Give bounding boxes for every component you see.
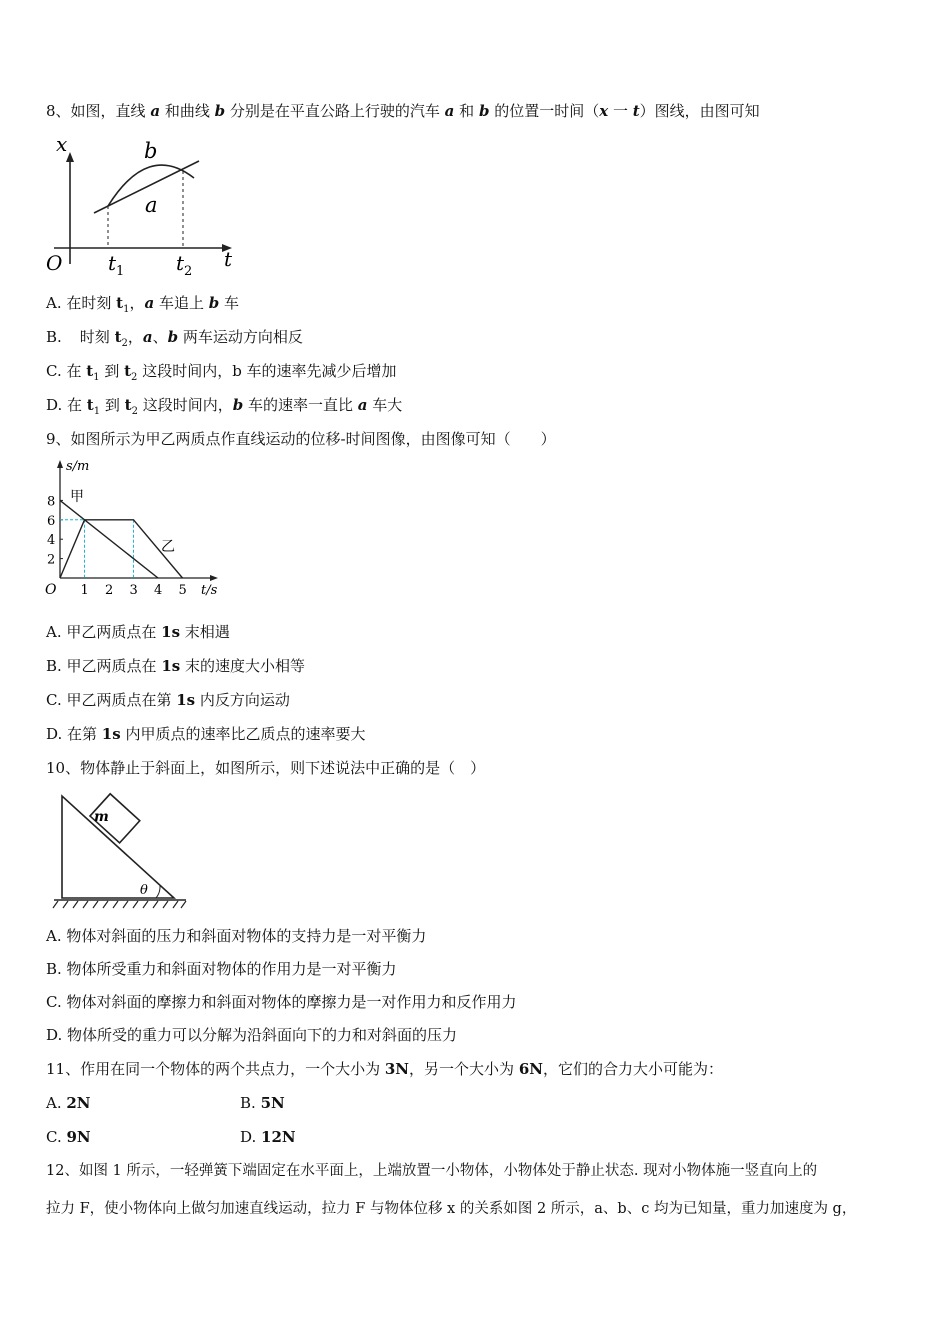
q8-option-d: D. 在 $t_1$ 到 $t_2$ 这段时间内，b 车的速率一直比 a 车大 (46, 396, 403, 417)
q9-stem: 9、如图所示为甲乙两质点作直线运动的位移-时间图像，由图像可知（ ） (46, 430, 556, 448)
q11-option-c: C. 9N (46, 1128, 91, 1146)
q8-option-b: B. 时刻 $t_2$，a、b 两车运动方向相反 (46, 328, 303, 349)
q10-incline-figure (50, 790, 190, 912)
q8-option-c: C. 在 $t_1$ 到 $t_2$ 这段时间内，b 车的速率先减少后增加 (46, 362, 397, 383)
q9-y-label: s/m (66, 459, 90, 474)
q8-y-label: x (56, 134, 68, 156)
q9-x-tick-label: 3 (129, 583, 138, 598)
q11-option-a: A. 2N (46, 1094, 91, 1112)
q9-x-arrow (210, 575, 218, 581)
q9-y-tick-label: 6 (47, 513, 56, 529)
q12-line-1: 12、如图 1 所示，一轻弹簧下端固定在水平面上，上端放置一小物体，小物体处于静止状态. 现对小物体施一竖直向上的 (46, 1163, 818, 1179)
q9-label-yi: 乙 (161, 539, 175, 555)
q9-option-a: A. 甲乙两质点在 1s 末相遇 (46, 623, 230, 641)
q12-line-2: 拉力 F，使小物体向上做匀加速直线运动，拉力 F 与物体位移 x 的关系如图 2 所示，a、b、c 均为已知量，重力加速度为 g， (46, 1201, 857, 1217)
q9-option-b: B. 甲乙两质点在 1s 末的速度大小相等 (46, 657, 305, 675)
q11-option-d: D. 12N (240, 1128, 296, 1146)
q10-option-d: D. 物体所受的重力可以分解为沿斜面向下的力和对斜面的压力 (46, 1026, 458, 1044)
q9-label-jia: 甲 (70, 489, 84, 505)
q9-st-graph (40, 456, 230, 604)
q10-angle-label: θ (140, 883, 148, 898)
q9-origin: O (45, 582, 57, 598)
q9-y-tick-label: 2 (47, 552, 56, 568)
q8-xt-graph (44, 134, 244, 282)
q9-y-tick-label: 4 (47, 533, 56, 549)
q9-series-jia (60, 500, 158, 578)
q9-y-arrow (57, 460, 63, 468)
q9-x-label: t/s (201, 583, 218, 598)
q10-stem: 10、物体静止于斜面上，如图所示，则下述说法中正确的是（ ） (46, 759, 486, 777)
q9-x-tick-label: 1 (80, 583, 89, 598)
q9-x-tick-label: 2 (105, 583, 114, 598)
q8-x-label: t (224, 247, 233, 271)
q10-angle-arc (156, 886, 160, 898)
q8-curve-b-label: b (144, 139, 158, 163)
q8-line-a-label: a (145, 193, 158, 217)
q11-option-b: B. 5N (240, 1094, 285, 1112)
q9-y-tick-label: 8 (47, 494, 56, 510)
q8-origin: O (46, 251, 63, 275)
q8-stem: 8、如图，直线 a 和曲线 b 分别是在平直公路上行驶的汽车 a 和 b 的位置一时间（x 一 t）图线，由图可知 (46, 102, 760, 120)
q9-option-d: D. 在第 1s 内甲质点的速率比乙质点的速率要大 (46, 725, 366, 743)
q8-t1-label: $t_1$ (108, 251, 125, 279)
q10-option-c: C. 物体对斜面的摩擦力和斜面对物体的摩擦力是一对作用力和反作用力 (46, 993, 517, 1011)
q9-x-tick-label: 4 (154, 583, 163, 598)
q11-stem: 11、作用在同一个物体的两个共点力，一个大小为 3N，另一个大小为 6N，它们的合力大小可能为： (46, 1060, 723, 1078)
q8-t2-label: $t_2$ (176, 251, 193, 279)
q10-option-a: A. 物体对斜面的压力和斜面对物体的支持力是一对平衡力 (46, 927, 427, 945)
q9-option-c: C. 甲乙两质点在第 1s 内反方向运动 (46, 691, 290, 709)
q9-x-tick-label: 5 (178, 583, 187, 598)
q10-ground (53, 900, 186, 908)
q10-mass-label: m (94, 809, 109, 825)
q8-option-a: A. 在时刻 $t_1$，a 车追上 b 车 (46, 294, 240, 315)
q10-option-b: B. 物体所受重力和斜面对物体的作用力是一对平衡力 (46, 960, 397, 978)
